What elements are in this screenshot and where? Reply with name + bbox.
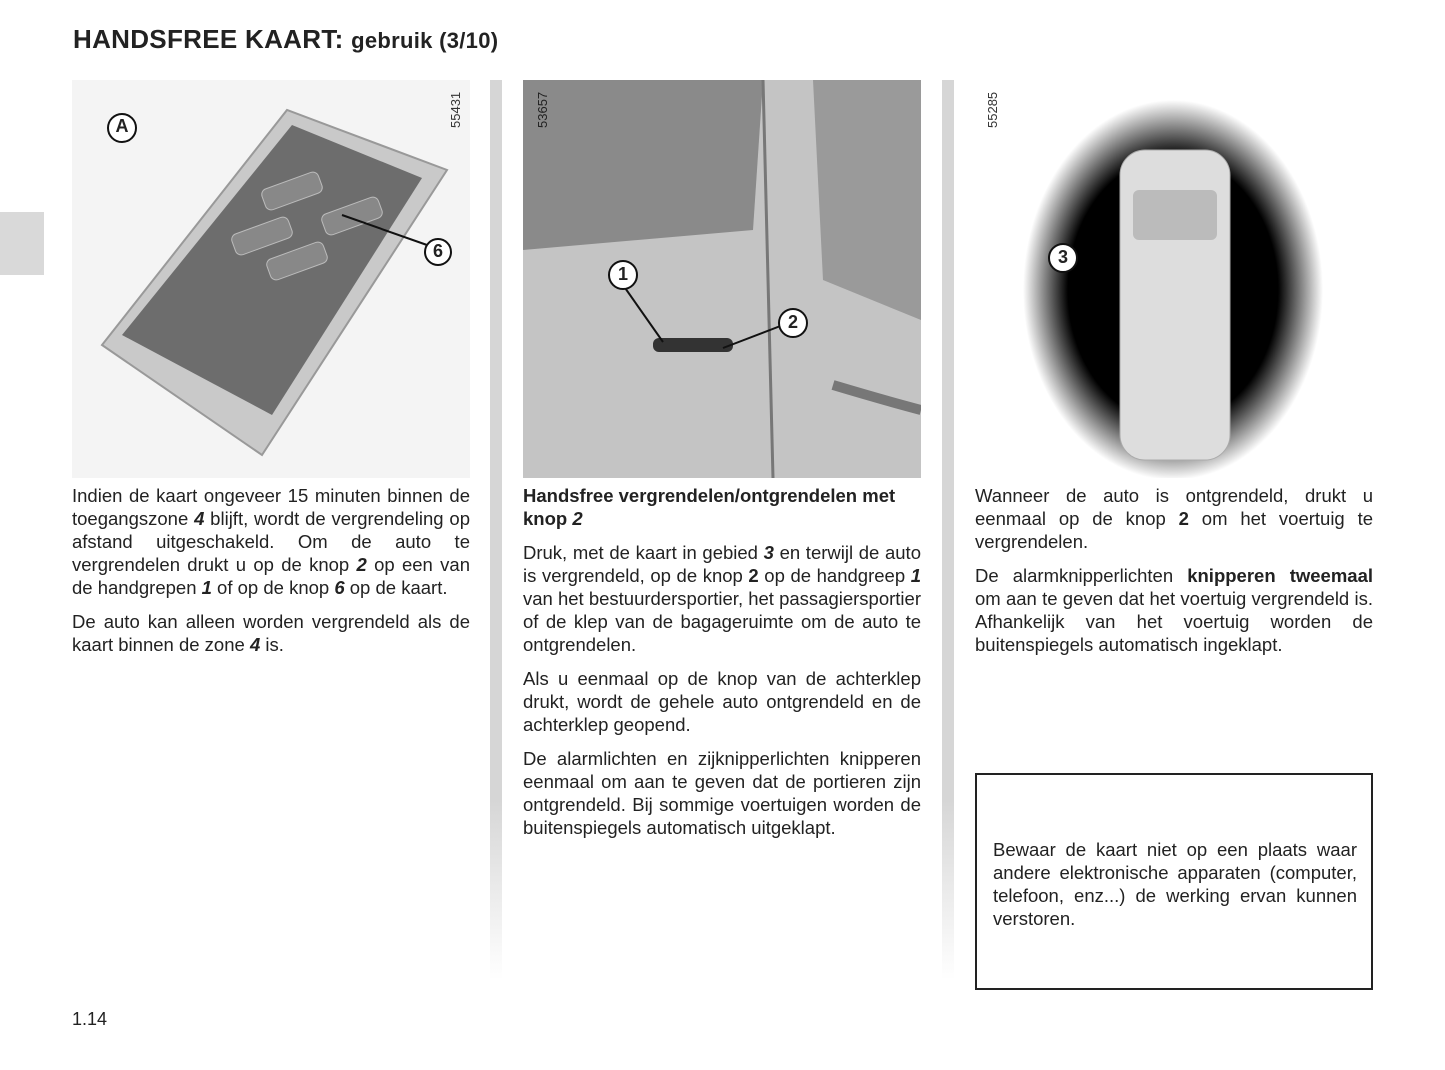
- callout-1: 1: [617, 264, 628, 284]
- page-title: [73, 24, 498, 55]
- note-text: Bewaar de kaart niet op een plaats waar andere elektronische apparaten (computer, telefoon, enz...) de werking ervan kunnen verstoren.: [993, 839, 1357, 929]
- figure-number: 55285: [985, 91, 1000, 128]
- callout-3: 3: [1057, 247, 1068, 267]
- figure-door-handle: [523, 80, 921, 478]
- card-illustration: [72, 80, 470, 478]
- paragraph: De alarmknipperlichten knipperen tweemaal om aan te geven dat het voertuig vergrendeld is. Afhankelijk van het voertuig worden de buitenspiegels automatisch ingeklapt.: [975, 565, 1373, 655]
- section-heading: Handsfree vergrendelen/ontgrendelen met knop 2: [523, 485, 896, 529]
- paragraph: Indien de kaart ongeveer 15 minuten binnen de toegangszone 4 blijft, wordt de vergrendeling op afstand uitgeschakeld. Om de auto te vergrendelen drukt u op de knop 2 op een van de handgrepen 1 of op de knop 6 op de kaart.: [72, 485, 470, 598]
- van-zone-illustration: [975, 80, 1373, 478]
- door-illustration: [523, 80, 921, 478]
- chapter-tab: [0, 212, 44, 275]
- column-2-text: [523, 484, 921, 850]
- column-1-text: [72, 484, 470, 667]
- paragraph: Wanneer de auto is ontgrendeld, drukt u eenmaal op de knop 2 om het voertuig te vergrendelen.: [975, 485, 1373, 552]
- figure-zone: [975, 80, 1373, 478]
- figure-label-a: A: [115, 116, 129, 136]
- column-3-text: [975, 484, 1373, 667]
- paragraph: Als u eenmaal op de knop van de achterklep drukt, wordt de gehele auto ontgrendeld en de achterklep geopend.: [523, 668, 921, 735]
- figure-number: 55431: [448, 91, 463, 128]
- page-number: 1.14: [72, 1009, 108, 1029]
- paragraph: De auto kan alleen worden vergrendeld als de kaart binnen de zone 4 is.: [72, 611, 470, 655]
- note-box: [975, 773, 1373, 990]
- figure-handsfree-card: [72, 80, 470, 478]
- callout-6: 6: [432, 241, 443, 261]
- title-sub: gebruik (3/10): [351, 28, 499, 53]
- column-divider: [942, 80, 954, 980]
- paragraph: Druk, met de kaart in gebied 3 en terwijl de auto is vergrendeld, op de knop 2 op de handgreep 1 van het bestuurdersportier, het passagiersportier of de klep van de bagageruimte om de auto te ontgrendelen.: [523, 542, 921, 655]
- callout-2: 2: [787, 312, 798, 332]
- title-main: HANDSFREE KAART:: [73, 24, 344, 54]
- paragraph: De alarmlichten en zijknipperlichten knipperen eenmaal om aan te geven dat de portieren zijn ontgrendeld. Bij sommige voertuigen worden de buitenspiegels automatisch uitgeklapt.: [523, 748, 921, 838]
- figure-number: 53657: [535, 91, 550, 128]
- column-divider: [490, 80, 502, 980]
